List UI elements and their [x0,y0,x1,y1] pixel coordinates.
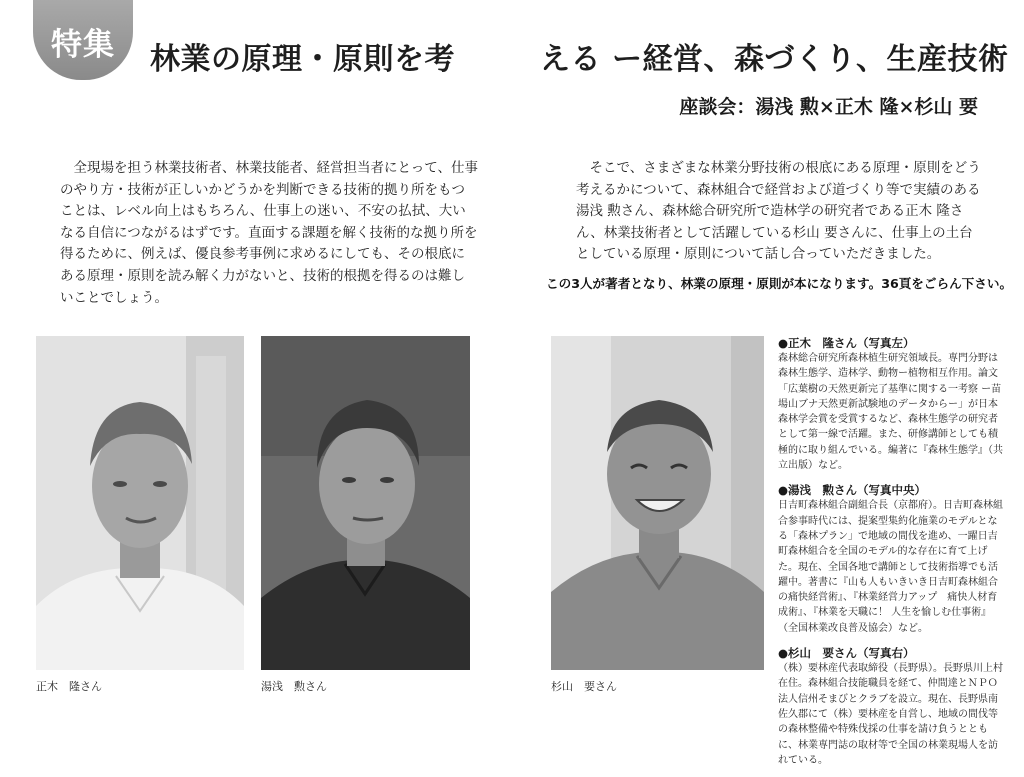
article-title-part2: える ー経営、森づくり、生産技術 [540,42,1009,77]
profile-yuasa [778,482,1006,636]
photo-masaki [36,336,244,670]
profile-heading: ●杉山 要さん（写真右） [778,646,915,661]
book-note: この3人が著者となり、林業の原理・原則が本になります。36頁をごらん下さい。 [546,276,1013,291]
intro-paragraph-left: 全現場を担う林業技術者、林業技能者、経営担当者にとって、仕事のやり方・技術が正しいかどうかを判断できる技術的拠り所をもつことは、レベル向上はもちろん、仕事上の迷い、不安の払拭、大いなる自信につながるはずです。直面する課題を解く技術的な拠り所を得るために、例えば、優良参考事例に求めるにしても、その根底にある原理・原則を読み解く力がないと、技術的根拠を得るのは難しいことでしょう。 [60,160,478,306]
feature-tab-label: 特集 [51,26,115,63]
profile-heading: ●湯浅 勲さん（写真中央） [778,483,927,498]
profile-masaki [778,335,1006,473]
profile-sugiyama [778,645,1006,768]
profile-text: （株）要林産代表取締役（長野県）。長野県川上村在住。森林組合技能職員を経て、仲間達とＮＰＯ法人信州そまびとクラブを設立。現在、長野県南佐久郡にて（株）要林産を自営し、地域の間伐等の森林整備や特殊伐採の仕事を請け負うとともに、林業専門誌の取材等で全国の林業現場人を訪れている。 [778,663,1003,766]
intro-paragraph-right: そこで、さまざまな林業分野技術の根底にある原理・原則をどう考えるかについて、森林組合で経営および道づくり等で実績のある湯浅 勲さん、森林総合研究所で造林学の研究者である正木 隆さん、林業技術者として活躍している杉山 要さんに、仕事上の土台としている原理・原則について話し合っていただきました。 [576,160,981,263]
participants-line: 座談会：湯浅 勲×正木 隆×杉山 要 [679,96,978,118]
profile-text: 日吉町森林組合副組合長（京都府）。日吉町森林組合参事時代には、提案型集約化施業のモデルとなる「森林プラン」で地域の間伐を進め、一躍日吉町森林組合を全国のモデル的な存在に育て上げた。現在、全国各地で講師として技術指導でも活躍中。著書に『山も人もいきいき日吉町森林組合の痛快経営術』、『林業経営力アップ 痛快人材育成術』、『林業を天職に！ 人生を愉しむ仕事術』（全国林業改良普及協会）など。 [778,500,1003,634]
photo-caption-center: 湯浅 勲さん [261,680,327,693]
feature-tab [33,0,133,80]
article-title-part1: 林業の原理・原則を考 [150,42,455,77]
photo-caption-right: 杉山 要さん [551,680,617,693]
photo-caption-left: 正木 隆さん [36,680,102,693]
photo-sugiyama [551,336,764,670]
profile-heading: ●正木 隆さん（写真左） [778,336,915,350]
photo-yuasa [261,336,470,670]
profile-text: 森林総合研究所森林植生研究領域長。専門分野は森林生態学、造林学、動物ー植物相互作用。論文「広葉樹の天然更新完了基準に関する一考察 ー苗場山ブナ天然更新試験地のデータからー」が日本森林学会賞を受賞するなど、森林生態学の研究者として第一線で活躍。また、研修講師としても積極的に取り組んでいる。編著に『森林生態学』（共立出版）など。 [778,353,1003,472]
profile-list [778,335,1006,777]
